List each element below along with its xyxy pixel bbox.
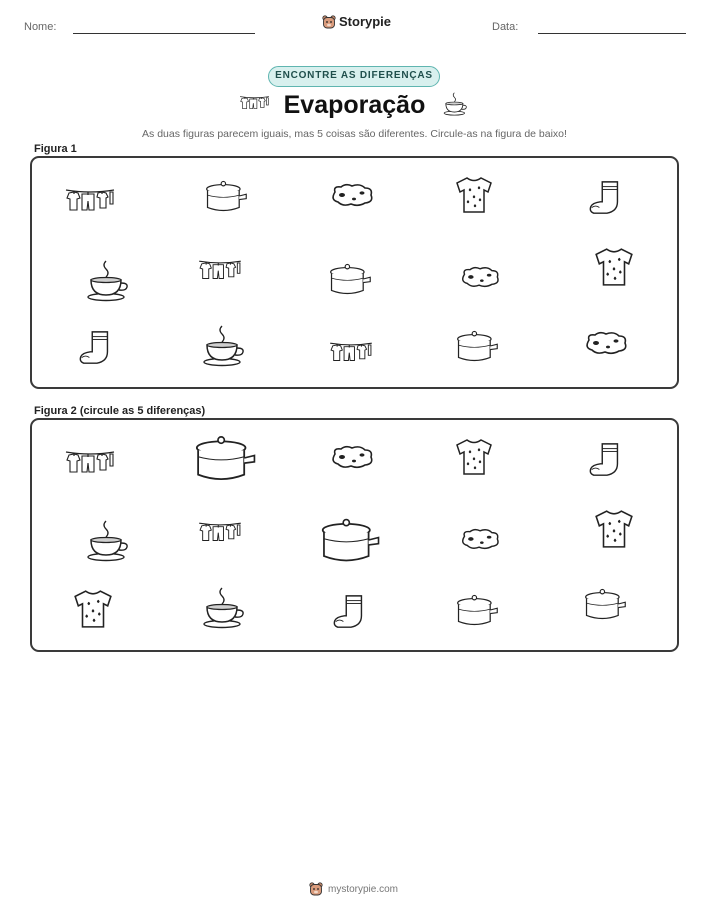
shirt-icon[interactable] (72, 588, 114, 630)
pot-icon[interactable] (583, 586, 627, 622)
figure1-panel (30, 156, 679, 389)
shirt-icon[interactable] (593, 246, 635, 288)
bear-logo-icon (309, 882, 323, 896)
clothesline-icon[interactable] (65, 446, 115, 476)
instructions: As duas figuras parecem iguais, mas 5 coisas são diferentes. Circule-as na figura de baixo! (142, 128, 567, 140)
pot-icon[interactable] (319, 515, 381, 565)
pot-icon[interactable] (204, 178, 248, 214)
sock-icon[interactable] (78, 328, 116, 368)
clothesline-icon[interactable] (65, 184, 115, 214)
shirt-icon[interactable] (454, 437, 494, 477)
cup-icon[interactable] (202, 585, 246, 629)
shirt-icon[interactable] (593, 508, 635, 550)
sock-icon[interactable] (588, 178, 626, 218)
cup-icon[interactable] (86, 518, 130, 562)
puddle-icon[interactable] (329, 182, 375, 208)
sock-icon[interactable] (332, 592, 370, 632)
clothesline-icon[interactable] (327, 338, 375, 364)
cup-icon (443, 91, 468, 116)
footer (309, 882, 398, 896)
brand-logo (322, 14, 391, 29)
puddle-icon[interactable] (329, 444, 375, 470)
pot-icon[interactable] (328, 261, 372, 297)
brand-name: Storypie (339, 14, 392, 29)
cup-icon[interactable] (86, 258, 130, 302)
date-label: Data: (492, 21, 519, 33)
name-label: Nome: (24, 21, 57, 33)
figure1-label: Figura 1 (34, 143, 77, 155)
pot-icon[interactable] (455, 592, 499, 628)
puddle-icon[interactable] (459, 265, 501, 289)
date-line[interactable] (538, 33, 686, 34)
footer-url[interactable]: mystorypie.com (328, 883, 399, 895)
figure2-panel (30, 418, 679, 652)
puddle-icon[interactable] (583, 330, 629, 356)
pot-icon[interactable] (455, 328, 499, 364)
cup-icon[interactable] (202, 323, 246, 367)
activity-badge: ENCONTRE AS DIFERENÇAS (268, 66, 440, 87)
pot-icon[interactable] (193, 432, 257, 484)
clothesline-icon[interactable] (196, 518, 244, 544)
sock-icon[interactable] (588, 440, 626, 480)
clothesline-icon[interactable] (196, 256, 244, 282)
page-title: Evaporação (283, 91, 426, 119)
bear-logo-icon (322, 15, 336, 29)
figure2-label: Figura 2 (circule as 5 diferenças) (34, 405, 206, 417)
shirt-icon[interactable] (454, 175, 494, 215)
name-line[interactable] (73, 33, 255, 34)
puddle-icon[interactable] (459, 527, 501, 551)
